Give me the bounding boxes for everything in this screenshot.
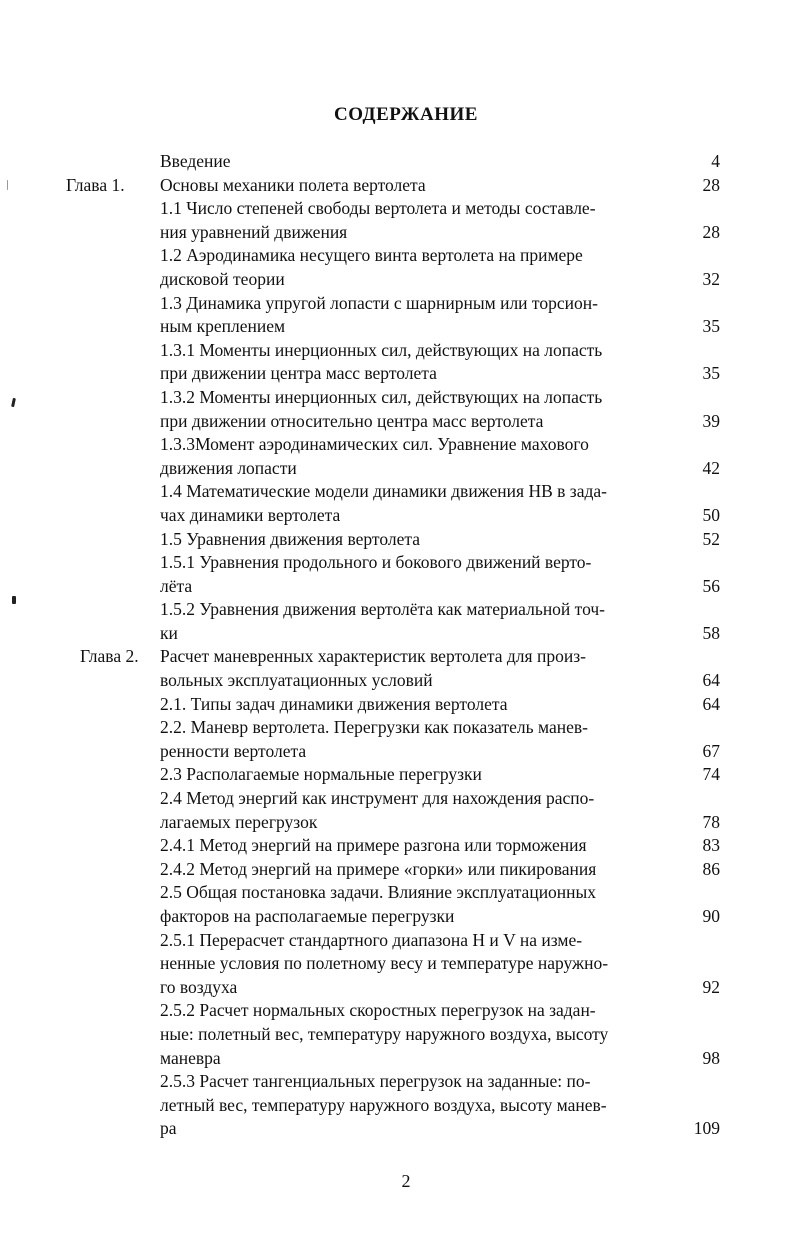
toc-entry-line: 1.5.1 Уравнения продольного и бокового движений верто- — [160, 552, 592, 573]
toc-entry-title — [160, 763, 680, 787]
toc-entry-line: лагаемых перегрузок — [160, 811, 318, 832]
toc-entry — [0, 528, 796, 552]
toc-entry — [0, 174, 796, 198]
toc-entry-title — [160, 693, 680, 717]
toc-entry — [0, 244, 796, 291]
toc-entry — [0, 197, 796, 244]
toc-entry-line: 2.5.2 Расчет нормальных скоростных перегрузок на задан- — [160, 1000, 596, 1021]
toc-entry-line: 2.5.1 Перерасчет стандартного диапазона H и V на изме- — [160, 929, 583, 950]
toc-entry-line: ренности вертолета — [160, 740, 307, 761]
toc-entry-title — [160, 787, 680, 834]
toc-page-number: 92 — [702, 976, 720, 997]
page-number: 2 — [401, 1171, 411, 1191]
toc-page-number: 74 — [702, 764, 720, 785]
toc-entry — [0, 716, 796, 763]
toc-entry — [0, 693, 796, 717]
toc-entry-title — [160, 292, 680, 339]
toc-page-number: 64 — [702, 670, 720, 691]
toc-entry-line: 2.5 Общая постановка задачи. Влияние эксплуатационных — [160, 882, 597, 903]
toc-page-number: 28 — [702, 174, 720, 195]
toc-chapter-label: Глава 1. — [66, 174, 125, 195]
toc-entry-line: летный вес, температуру наружного воздуха, высоту манев- — [160, 1094, 607, 1115]
toc-entry-title — [160, 834, 680, 858]
toc-entry — [0, 292, 796, 339]
toc-entry-title — [160, 999, 680, 1070]
toc-page-number: 35 — [702, 316, 720, 337]
toc-entry-line: чах динамики вертолета — [160, 504, 341, 525]
toc-entry — [0, 386, 796, 433]
toc-entry-line: Основы механики полета вертолета — [160, 174, 426, 195]
toc-entry-title — [160, 339, 680, 386]
toc-entry-line: ра — [160, 1118, 177, 1139]
toc-entry-line: 1.3.1 Моменты инерционных сил, действующих на лопасть — [160, 339, 603, 360]
toc-entry-title — [160, 197, 680, 244]
toc-page-number: 28 — [702, 221, 720, 242]
toc-entry-line: 1.4 Математические модели динамики движения НВ в зада- — [160, 481, 607, 502]
toc-entry — [0, 999, 796, 1070]
toc-entry — [0, 929, 796, 1000]
toc-entry — [0, 480, 796, 527]
toc-entry-line: движения лопасти — [160, 457, 297, 478]
toc-chapter-label: Глава 2. — [80, 646, 139, 667]
toc-entry — [0, 881, 796, 928]
toc-entry-line: 2.5.3 Расчет тангенциальных перегрузок на заданные: по- — [160, 1071, 591, 1092]
toc-entry-title — [160, 480, 680, 527]
toc-entry-line: 1.2 Аэродинамика несущего винта вертолета на примере — [160, 245, 583, 266]
toc-entry-line: 2.3 Располагаемые нормальные перегрузки — [160, 764, 482, 785]
toc-page-number: 64 — [702, 693, 720, 714]
toc-entry — [0, 551, 796, 598]
toc-entry-title — [160, 528, 680, 552]
toc-entry-title — [160, 881, 680, 928]
toc-page-number: 52 — [702, 528, 720, 549]
toc-entry-title — [160, 598, 680, 645]
toc-page-number: 4 — [711, 151, 720, 171]
toc-page-number: 98 — [702, 1047, 720, 1068]
toc-entry-title — [160, 150, 680, 174]
toc-entry — [0, 1070, 796, 1141]
toc-entry-line: 2.4 Метод энергий как инструмент для нахождения распо- — [160, 788, 595, 809]
toc-page-number: 83 — [702, 835, 720, 856]
toc-page-number: 56 — [702, 575, 720, 596]
toc-entry-line: ния уравнений движения — [160, 221, 348, 242]
table-of-contents — [0, 150, 796, 1141]
toc-entry-line: 1.3.2 Моменты инерционных сил, действующих на лопасть — [160, 386, 603, 407]
toc-entry — [0, 763, 796, 787]
toc-entry-line: ные: полетный вес, температуру наружного воздуха, высоту — [160, 1023, 609, 1044]
toc-page-number: 67 — [702, 740, 720, 761]
toc-page-number: 35 — [702, 363, 720, 384]
toc-page-number: 58 — [702, 622, 720, 643]
toc-entry — [0, 645, 796, 692]
toc-entry-line: дисковой теории — [160, 268, 285, 289]
toc-entry-line: 1.5.2 Уравнения движения вертолёта как материальной точ- — [160, 599, 606, 620]
scan-speck — [12, 596, 16, 604]
toc-entry — [0, 787, 796, 834]
toc-entry-line: 2.1. Типы задач динамики движения вертолета — [160, 693, 508, 714]
toc-entry — [0, 834, 796, 858]
toc-entry-line: вольных эксплуатационных условий — [160, 670, 433, 691]
toc-entry-line: при движении относительно центра масс вертолета — [160, 410, 544, 431]
scan-speck — [7, 180, 8, 190]
toc-entry-line: 2.4.2 Метод энергий на примере «горки» или пикирования — [160, 858, 597, 879]
toc-entry-title — [160, 244, 680, 291]
toc-entry — [0, 598, 796, 645]
toc-entry-line: при движении центра масс вертолета — [160, 363, 437, 384]
toc-entry-line: Расчет маневренных характеристик вертолета для произ- — [160, 646, 586, 667]
toc-page-number: 109 — [693, 1118, 720, 1139]
toc-entry-line: го воздуха — [160, 976, 238, 997]
toc-page-number: 50 — [702, 504, 720, 525]
toc-entry-line: 1.3.3Момент аэродинамических сил. Уравнение махового — [160, 434, 589, 455]
toc-entry-title — [160, 645, 680, 692]
toc-entry-title — [160, 929, 680, 1000]
toc-entry-line: 1.5 Уравнения движения вертолета — [160, 528, 420, 549]
toc-entry-title — [160, 858, 680, 882]
page-title: СОДЕРЖАНИЕ — [334, 104, 478, 125]
toc-entry-line: 1.1 Число степеней свободы вертолета и методы составле- — [160, 198, 596, 219]
toc-entry-line: 2.2. Маневр вертолета. Перегрузки как показатель манев- — [160, 717, 588, 738]
toc-entry-line: маневра — [160, 1047, 221, 1068]
toc-entry-title — [160, 174, 680, 198]
toc-entry-title — [160, 1070, 680, 1141]
toc-page-number: 90 — [702, 906, 720, 926]
toc-entry-line: ки — [160, 622, 178, 643]
toc-entry-line: 2.4.1 Метод энергий на примере разгона или торможения — [160, 835, 587, 856]
toc-entry-line: лёта — [160, 575, 193, 596]
toc-page-number: 42 — [702, 457, 720, 478]
toc-page-number: 39 — [702, 410, 720, 431]
toc-entry — [0, 339, 796, 386]
toc-entry-title — [160, 386, 680, 433]
toc-entry-line: факторов на располагаемые перегрузки — [160, 906, 455, 926]
toc-entry — [0, 433, 796, 480]
toc-entry-line: ным креплением — [160, 316, 286, 337]
toc-entry — [0, 150, 796, 174]
toc-entry-title — [160, 551, 680, 598]
toc-entry — [0, 858, 796, 882]
toc-entry-line: 1.3 Динамика упругой лопасти с шарнирным или торсион- — [160, 292, 598, 313]
toc-entry-line: Введение — [160, 151, 231, 171]
toc-entry-title — [160, 716, 680, 763]
toc-page-number: 78 — [702, 811, 720, 832]
toc-entry-title — [160, 433, 680, 480]
toc-page-number: 32 — [702, 268, 720, 289]
toc-page-number: 86 — [702, 858, 720, 879]
toc-entry-line: ненные условия по полетному весу и температуре наружно- — [160, 953, 609, 974]
